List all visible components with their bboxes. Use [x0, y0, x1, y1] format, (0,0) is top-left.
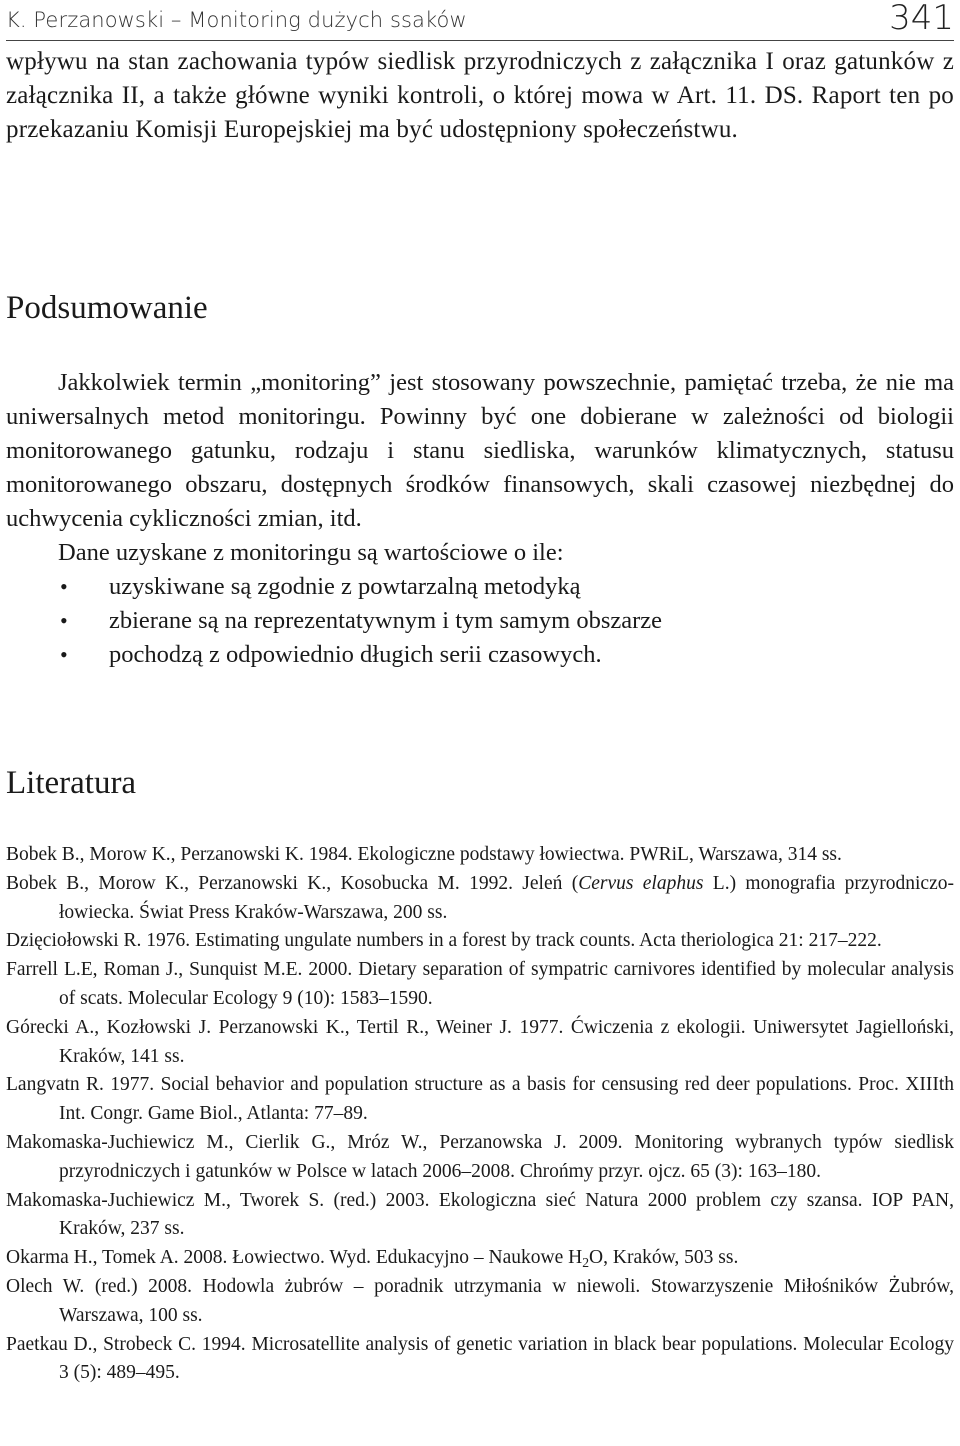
reference-text: Bobek B., Morow K., Perzanowski K., Kosobucka M. 1992. Jeleń ( — [6, 872, 579, 894]
bullet-icon: • — [60, 608, 68, 633]
bullet-icon: • — [60, 642, 68, 667]
reference-item: Paetkau D., Strobeck C. 1994. Microsatellite analysis of genetic variation in black bear populations. Molecular Ecology 3 (5): 489–495. — [6, 1333, 954, 1384]
list-item-text: zbierane są na reprezentatywnym i tym samym obszarze — [109, 607, 663, 634]
reference-item: Dzięciołowski R. 1976. Estimating ungulate numbers in a forest by track counts. Acta theriologica 21: 217–222. — [6, 930, 882, 952]
list-item — [6, 638, 954, 672]
reference-item — [6, 1244, 954, 1273]
summary-body — [6, 366, 954, 672]
reference-list — [6, 841, 954, 1388]
reference-text: O, Kraków, 503 ss. — [589, 1247, 739, 1269]
running-header — [6, 0, 954, 41]
intro-paragraph: wpływu na stan zachowania typów siedlisk przyrodniczych z załącznika I oraz gatunków z załącznika II, a także główne wyniki kontroli, o której mowa w Art. 11. DS. Raport ten po przekazaniu Komisji Europejskiej ma być udostępniony społeczeństwu. — [6, 48, 954, 143]
reference-text: Okarma H., Tomek A. 2008. Łowiectwo. Wyd. Edukacyjno – Naukowe H — [6, 1247, 583, 1269]
reference-text: L.) monografia przyrodniczo-łowiecka. Świat Press Kraków-Warszawa, 200 ss. — [59, 872, 954, 923]
list-item — [6, 570, 954, 604]
reference-item: Górecki A., Kozłowski J. Perzanowski K., Tertil R., Weiner J. 1977. Ćwiczenia z ekologii. Uniwersytet Jagielloński, Kraków, 141 ss. — [6, 1016, 954, 1067]
list-item — [6, 604, 954, 638]
reference-item: Makomaska-Juchiewicz M., Cierlik G., Mróz W., Perzanowska J. 2009. Monitoring wybranych typów siedlisk przyrodniczych i gatunków w Polsce w latach 2006–2008. Chrońmy przyr. ojcz. 65 (3): 163–180. — [6, 1131, 954, 1182]
subscript: 2 — [582, 1255, 590, 1271]
reference-item — [6, 870, 954, 928]
list-item-text: uzyskiwane są zgodnie z powtarzalną metodyką — [109, 573, 581, 600]
summary-heading: Podsumowanie — [6, 290, 208, 326]
reference-item: Makomaska-Juchiewicz M., Tworek S. (red.) 2003. Ekologiczna sieć Natura 2000 problem czy szansa. IOP PAN, Kraków, 237 ss. — [6, 1189, 954, 1240]
bullet-list — [6, 570, 954, 672]
bullet-icon: • — [60, 574, 68, 599]
reference-item: Bobek B., Morow K., Perzanowski K. 1984. Ekologiczne podstawy łowiectwa. PWRiL, Warszawa, 314 ss. — [6, 844, 842, 865]
summary-paragraph: Dane uzyskane z monitoringu są wartościowe o ile: — [58, 539, 564, 566]
list-item-text: pochodzą z odpowiednio długich serii czasowych. — [109, 641, 602, 668]
literature-heading: Literatura — [6, 765, 137, 801]
summary-paragraph: Jakkolwiek termin „monitoring” jest stosowany powszechnie, pamiętać trzeba, że nie ma uniwersalnych metod monitoringu. Powinny być one dobierane w zależności od biologii monitorowanego gatunku, rodzaju i stanu siedliska, warunków klimatycznych, statusu monitorowanego obszaru, dostępnych środków finansowych, skali czasowej niezbędnej do uchwycenia cykliczności zmian, itd. — [6, 369, 954, 532]
page-number: 341 — [889, 0, 954, 38]
reference-item: Farrell L.E, Roman J., Sunquist M.E. 2000. Dietary separation of sympatric carnivores identified by molecular analysis of scats. Molecular Ecology 9 (10): 1583–1590. — [6, 959, 954, 1009]
reference-item: Olech W. (red.) 2008. Hodowla żubrów – poradnik utrzymania w niewoli. Stowarzyszenie Miłośników Żubrów, Warszawa, 100 ss. — [6, 1275, 954, 1326]
reference-item: Langvatn R. 1977. Social behavior and population structure as a basis for censusing red deer populations. Proc. XIIIth Int. Congr. Game Biol., Atlanta: 77–89. — [6, 1074, 954, 1125]
running-title: K. Perzanowski – Monitoring dużych ssaków — [6, 8, 467, 32]
species-name: Cervus elaphus — [578, 872, 704, 894]
